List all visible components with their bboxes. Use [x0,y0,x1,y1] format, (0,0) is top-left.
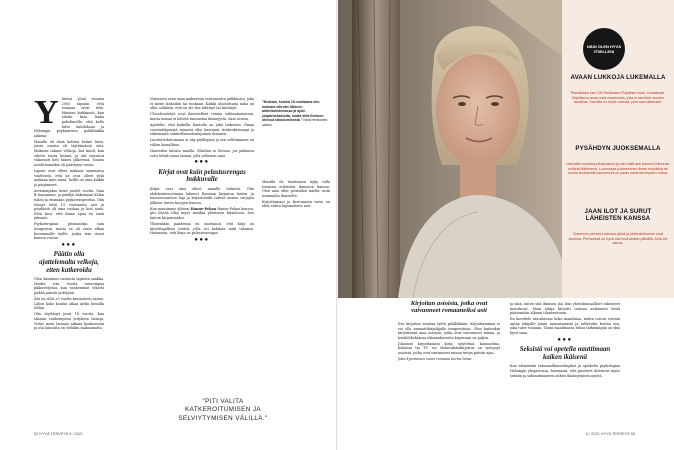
body-paragraph: Kirjoittamani ja kertomisen tarve on ollut vahva lapsuudesta asti. [262,199,330,209]
body-paragraph: Lapset ovat olleet mukana suunnassa vaatteista, että ne ovat olleet yhtä mukana kuin minä, heillä on aina kaikki ja pärjänneet. [34,168,104,187]
body-paragraph: Äiti on ollut 20 vuotta kroonisesti sairas. Lähes koko koulun alkaa ajelin bussilla töihin. [34,297,104,311]
section-divider-dots: ●●● [557,336,573,343]
right-folio: 6 / 2021 HYVÄ TERVEYS 53 [586,432,636,436]
body-paragraph: Ulosottoniehet ovat ilmeetelleet rentoa suhtautumistani, mutta minua ei hävetä tunnustaa ihmisyyttä. Sain avusta. [150,112,254,121]
body-text: Hanne-Pekan kanssa, giti löytää tilaa myös meidän yhteiseen kirjastoon. Sen laitoin kirjaseinäksi. [150,206,254,220]
sidebar-badge: NÄIN OLEN HYVÄ ITSELLENI [583,28,625,70]
body-paragraph: Minulla oli luontainen kyky tulla toimeen erilaisten ihmisten kanssa. Olen aina ollut pientäkin mieltä, mitä isommalta ihmiseltä. [262,180,330,198]
person-name: Hanne-Pekan [190,206,217,211]
sidebar-text: Soiemme perheeni kanssa päivä ja keskustelumme ovat avoimia. Perheessä on hyvä olla huonollakin päivällä. Aina voi sanoa. [568,232,668,246]
caption-heading: Kirjoitan asioista, jotka ovat vaivanneet romaaneiksi asti [410,300,488,315]
subheading: Päätin olla ajattelemalta velkoja, etten katkeroidu [39,251,99,274]
body-paragraph: Itse kirjoitan montaa työtä päällekkäin. Kirjoittaminen ei voi olla ammattikirjailijalle terapeuttista. Olen kuitenkin kirjoittanut aina asioista, jotka ovat vaivanneet minua, ja henkilökohtaisia elämänkuvioita kirjassani on paljon. [398,322,500,340]
body-paragraph: Ajattelin, että kaikella kuntulla on joku tarkoitus. Ilman vastoinkäymisiä minusta olisi kasvanut itsekeskeisempi ja vähemmän suhteellisuudentajuinen ihminen. [150,122,254,137]
subheading: Seksistä voi opetella nauttimaan kaiken ikäisenä [519,346,611,361]
section-divider-dots: ●●● [61,241,77,248]
body-paragraph: Arvioimijakso kesti puolet vuotta. Sain B-lausunnon, ja päädyn hakemaan Kelan tukea ja etsimään psykoterapeuttia. Olin tehnyt töitä 15 vuotiaasta asti ja pöydässä oli aina ruokaa ja koti siisti. Siltä tiesi, että ilman apua en enää jaksaisi. [34,188,104,221]
body-paragraph: ja siitä, miten sitä ihmisen jää, kun yhteiskunnalliset rakenteet muuttuvat. Moni lukija kirjoitti tarinan auttaneen heitä pääsemään alkuun tilanteessaan. [510,302,620,316]
body-paragraph [150,207,254,221]
photo-caption [398,300,500,315]
left-column-1 [34,97,104,435]
subheading: Kirjat ovat kuin pelastusrengas hukkuvalle [158,168,246,184]
body-paragraph: Psykoterapian pitämiseksi sain terapeutin, mutta se oli vasta alkua kovemmalle työlle, jonka tein itseni kanssa vuosia. [34,222,104,241]
body-paragraph: Olen kantanut vastuuta lapsista saakka. Hoidin viisi vuotta nuorempaa pikkuveljeäni, kun vanhemmat tekivät pitkää päivää yrittäjinä. [34,277,104,295]
portrait-photo [338,0,562,298]
body-paragraph: Yliinentään pandemia on osoittanut, että kirja on kirjoittajalleen ystävä, jolla voi kohdata mitä tahansa. Huomasin, että kirja on pelastusrengas. [150,222,254,236]
body-paragraph: Minulla oli siinä kohtaa kolme lasta, joista nuorin oli täyttämässä viisi. Maksoin takaus velkoja, lisä kuuli, kun odotin toista lastani, ja äiti sairastui vakavasti heti hänen jälkeensä. Toinen aviolittoumikin oli päättynyt eroon. [34,139,104,167]
dropcap: Y [34,97,59,131]
pull-quote: "PITI VALITA KATKEROITUMISEN JA SELVIYTYMISEN VÄLILLÄ." [178,398,268,422]
right-column-1 [398,322,500,428]
section-divider-dots: ●●● [194,236,210,243]
body-text: Kun muutimme ylitsesi [150,206,190,211]
left-column-3 [262,180,330,240]
body-paragraph: Joka kymmenes vuosi romaani kertoi lama- [398,357,473,362]
side-quote-text: "Muistan, kuinka 19-vuotiaana olin mukana vihreän liikkeen aktiivitoiminnassa ja ajoin ympäristöasioita, mutta siitä ihmisen ohessa sitoutumisesta." [262,100,324,123]
intro-paragraph: hteisä yönä vuonna 2003 tapasin, että voimani eivät riitä. Muistan kirkkaasti, kun odotin kaiu lanka puhelimella, että kello tulee kahdeksan ja Helsingin psykiatrisen poliklinikka aukeaa. [34,97,104,138]
section-divider-dots: ●●● [194,159,210,166]
sidebar-heading: PYSÄHDYN JUOKSEMALLA [575,145,661,152]
left-folio: 52 HYVÄ TERVEYS 6 / 2021 [34,432,84,436]
body-paragraph: En kuvittele muuttavani koko maailmaa, mutta toivon voivani antaa lukijalle jotain tunnistamista ja rohkeutta kestää sen, joka tulee vastaan. Tässä maailmassa tekoa tärkeämpää on yksi hyvä sana. [510,317,620,336]
body-paragraph: Kun valmistuin seksuaalikasvattajaksi ja opiskelin psykologiaa Helsingin yliopistossa, huomasin, että puutteet ulottuvat myös seksiin ja suhtautumiseen siihen ikääntymisen myötä. [510,364,620,378]
sidebar-heading: AVAAN LUKKOJA LUKEMALLA [570,74,666,81]
body-paragraph: Kirjat ovat aina olleet minulle tärkeitä. Olin yhdeksänvuotiaana lukenut Rauman kirjaston lasten- ja nuortenosaston läpi ja kirjastotädit tulivat uusien sarjojen jälkeen lasten kirjojen kanssa. [150,186,254,205]
body-paragraph: Jokainen kirjoittamani kirja, näytelmä, kuunnelma, kolumni tai TV- tai elokuvakäsikirjoitus on syntynyt asioista, jotka ovat vaivanneet minua tietyn päivän ajan. [398,341,500,356]
sidebar-heading: JAAN ILOT JA SURUT LÄHEISTEN KANSSA [584,208,652,222]
sidebar-text: Harrastin nuorena pikajuoksua ja olen siitä asti kokenut liikunnan eräänä lääkkeenä. Luonnossa juokseminen ilman musiikkia tai muuta kuulokeillä tuleneensä on paras mielenterveyden hoitoa. [566,162,670,176]
portrait-illustration [338,0,562,298]
body-paragraph: Luottotiedottomana ei näy päällepäin ja sen selittäminen on vähän kiusallista. [150,138,254,147]
side-quote-attribution: Nina Henkonen sanoo. [262,118,328,127]
sidebar-text: Parhaillaan luen Olli Heikkosen Rojaltiset mast -romaaneja. Kirjallisuus avaa oivia maailmoita, joita ei tarvitsisi muuten tavoittaa. Sanoilla on myös voimaa, joka saa lukemaan. [570,91,666,105]
body-paragraph: Olin täyttänyt juuri 18 vuotta, kun takasin vanhempieni yrityksen lainoja. Yritys meni lamaan aikana konkurssiin ja osa lainoista on vieläkin maksamatta. [34,312,104,331]
right-column-2 [510,302,620,430]
body-paragraph: Haaveilen talosta maalla. Olisihan se hienoa, jos paikassa voisi tehdä omaa tainan, jolla sellaisen saisi. [150,148,254,158]
left-column-2 [150,97,254,435]
body-paragraph: Viimeisen erän saan maksettua seuraavasta palkkiosta, joka ei mene laskuihin tai ruokaan. Kaikki uloosottaita naha on ollut sellaista, että en ole itse tähtinyt tai kärtänyt. [150,97,254,111]
side-quote [262,100,330,128]
